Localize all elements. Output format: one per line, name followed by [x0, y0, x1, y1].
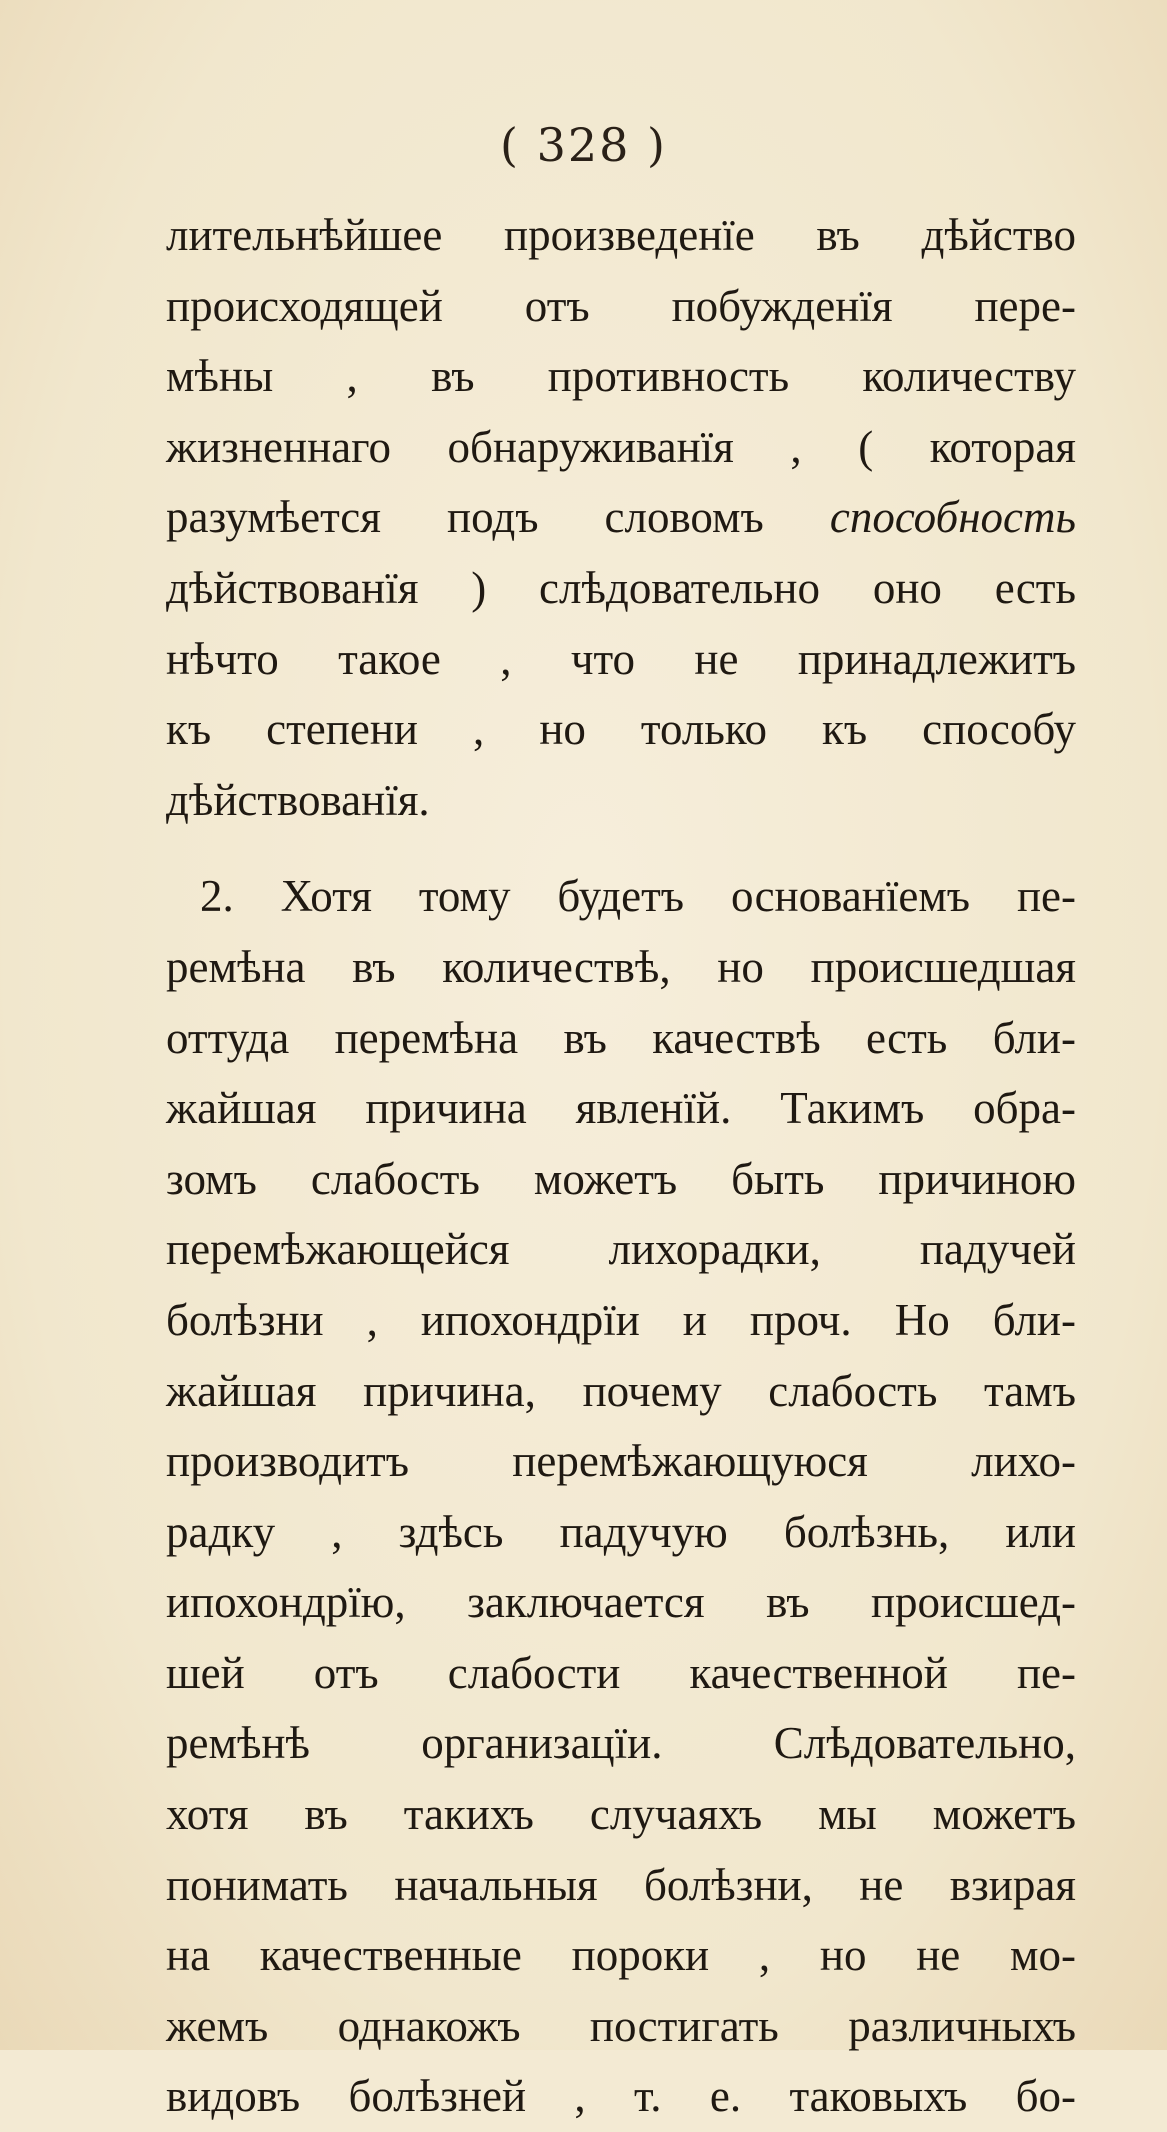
text-line: видовъ болѣзней , т. е. таковыхъ бо-	[166, 2071, 1076, 2122]
text-line: нѣчто такое , что не принадлежитъ	[166, 633, 1076, 684]
text-line: ремѣнѣ организацїи. Слѣдовательно,	[166, 1718, 1076, 1769]
text-line: 2. Хотя тому будетъ основанїемъ пе-	[200, 871, 1076, 922]
text-line	[166, 482, 1076, 553]
text-line: ремѣна въ количествѣ, но происшедшая	[166, 941, 1076, 992]
page-text	[166, 200, 1076, 2132]
text-line: жизненнаго обнаруживанїя , ( которая	[166, 421, 1076, 472]
text-line: мѣны , въ противность количеству	[166, 351, 1076, 402]
text-line: понимать начальныя болѣзни, не взирая	[166, 1859, 1076, 1910]
text-line: хотя въ такихъ случаяхъ мы можетъ	[166, 1789, 1076, 1840]
page-number: ( 328 )	[500, 118, 667, 172]
text-line: дѣйствованїя.	[166, 774, 430, 825]
text-line: лительнѣйшее произведенїе въ дѣйство	[166, 210, 1076, 260]
text-line: къ степени , но только къ способу	[166, 704, 1076, 755]
text-line: оттуда перемѣна въ качествѣ есть бли-	[166, 1012, 1076, 1063]
text-line: жайшая причина, почему слабость тамъ	[166, 1365, 1076, 1416]
text-line: происходящей отъ побужденїя пере-	[166, 280, 1076, 331]
text-line: болѣзни , ипохондрїи и проч. Но бли-	[166, 1294, 1076, 1345]
text-line: дѣйствованїя ) слѣдовательно оно есть	[166, 562, 1076, 613]
text-line: перемѣжающейся лихорадки, падучей	[166, 1224, 1076, 1275]
text-line: радку , здѣсь падучую болѣзнь, или	[166, 1506, 1076, 1557]
text-line: на качественные пороки , но не мо-	[166, 1930, 1076, 1981]
text-line: производитъ перемѣжающуюся лихо-	[166, 1436, 1076, 1487]
text-segment: разумѣется подъ словомъ	[166, 492, 764, 543]
text-line: жайшая причина явленїй. Такимъ обра-	[166, 1083, 1076, 1134]
paragraph-gap	[166, 835, 1076, 861]
text-line: жемъ однакожъ постигать различныхъ	[166, 2000, 1076, 2051]
paragraph-1	[166, 200, 1076, 835]
text-line: зомъ слабость можетъ быть причиною	[166, 1153, 1076, 1204]
paragraph-2	[166, 861, 1076, 2132]
text-line: шей отъ слабости качественной пе-	[166, 1647, 1076, 1698]
text-line: ипохондрїю, заключается въ происшед-	[166, 1577, 1076, 1628]
italic-word: способность	[829, 492, 1076, 543]
